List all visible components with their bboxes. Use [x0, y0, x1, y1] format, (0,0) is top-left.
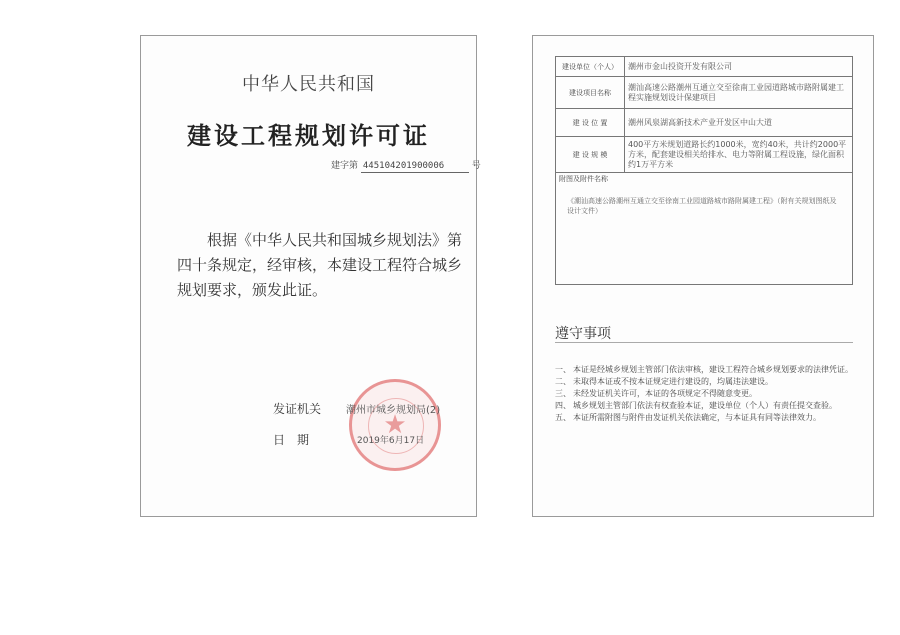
certificate-right-page — [532, 35, 874, 517]
nation-title: 中华人民共和国 — [242, 74, 375, 95]
rule-text: 本证是经城乡规划主管部门依法审核，建设工程符合城乡规划要求的法律凭证。 — [573, 365, 853, 374]
certificate-title: 建设工程规划许可证 — [187, 122, 430, 150]
table-row — [556, 173, 853, 285]
rule-text: 本证所需附图与附件由发证机关依法确定，与本证具有同等法律效力。 — [573, 413, 821, 422]
cert-no: 445104201900006 — [361, 161, 469, 173]
list-item — [555, 364, 855, 376]
list-item — [555, 412, 855, 424]
rule-index: 二、 — [555, 377, 571, 386]
row-label: 建 设 位 置 — [556, 109, 625, 137]
rule-text: 城乡规划主管部门依法有权查验本证，建设单位（个人）有责任提交查验。 — [573, 401, 837, 410]
date-value: 2019年6月17日 — [357, 436, 425, 446]
list-item — [555, 388, 855, 400]
rule-index: 四、 — [555, 401, 571, 410]
rule-index: 五、 — [555, 413, 571, 422]
rules-title: 遵守事项 — [555, 326, 611, 342]
rules-divider — [555, 342, 853, 343]
row-value: 400平方米规划道路长约1000米，宽约40米，共计约2000平方米，配套建设相关给排水、电力等附属工程设施，绿化面积约1万平方米 — [625, 137, 853, 173]
rule-index: 一、 — [555, 365, 571, 374]
issuer-value: 潮州市城乡规划局(2) — [346, 405, 441, 416]
rule-text: 未经发证机关许可，本证的各项规定不得随意变更。 — [573, 389, 757, 398]
issuer-label: 发证机关 — [273, 402, 322, 416]
row-label: 建设项目名称 — [556, 77, 625, 109]
row-value: 潮汕高速公路潮州互通立交至徐南工业园道路城市路附属建工程实施规划设计保建项目 — [625, 77, 853, 109]
certificate-body: 根据《中华人民共和国城乡规划法》第四十条规定，经审核，本建设工程符合城乡规划要求，颁发此证。 — [177, 231, 463, 299]
list-item — [555, 400, 855, 412]
table-row — [556, 109, 853, 137]
table-row — [556, 57, 853, 77]
list-item — [555, 376, 855, 388]
table-row — [556, 137, 853, 173]
rule-text: 未取得本证或不按本证规定进行建设的，均属违法建设。 — [573, 377, 773, 386]
project-info-table — [555, 56, 853, 285]
cert-no-suffix: 号 — [471, 161, 481, 171]
seal-star-icon: ★ — [383, 410, 407, 440]
row-value: 潮州市金山投资开发有限公司 — [625, 57, 853, 77]
row-label: 建设单位（个人） — [556, 57, 625, 77]
official-seal-stamp — [349, 379, 441, 471]
certificate-left-page — [140, 35, 481, 517]
rule-index: 三、 — [555, 389, 571, 398]
row-value: 潮州风泉湖高新技术产业开发区中山大道 — [625, 109, 853, 137]
rules-list — [555, 364, 855, 424]
certificate-number-line — [331, 158, 481, 173]
table-row — [556, 77, 853, 109]
notes-label: 附图及附件名称 — [559, 175, 608, 183]
date-label: 日期 — [273, 433, 322, 447]
notes-value: 《潮汕高速公路潮州互通立交至徐南工业园道路城市路附属建工程》（附有关规划图纸及设计文件） — [567, 197, 837, 215]
cert-no-prefix: 建字第 — [331, 161, 359, 171]
notes-cell — [556, 173, 853, 285]
row-label: 建 设 规 模 — [556, 137, 625, 173]
